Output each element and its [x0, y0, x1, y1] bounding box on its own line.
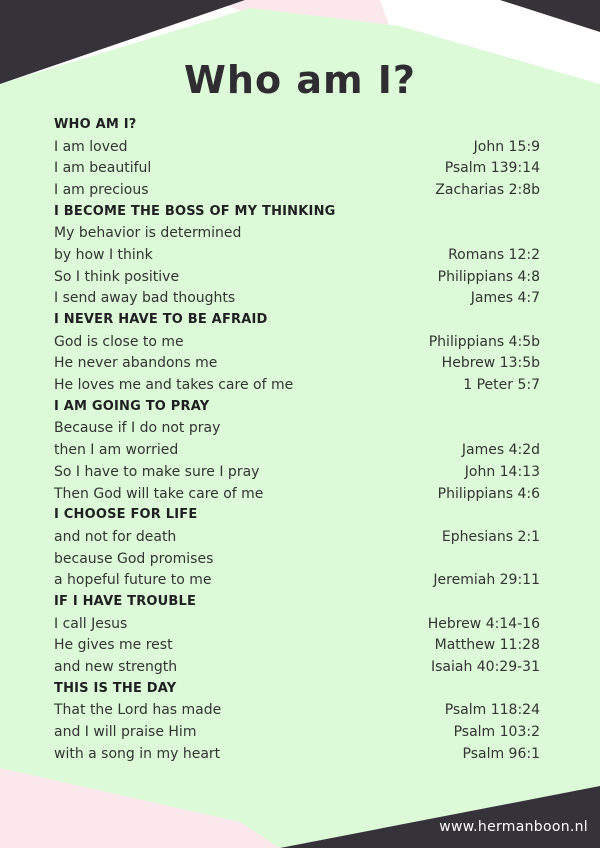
verse-reference: Matthew 11:28	[434, 637, 540, 654]
verse-row	[54, 331, 540, 353]
section-heading: I NEVER HAVE TO BE AFRAID	[54, 312, 268, 328]
verse-row	[54, 179, 540, 201]
section-heading: IF I HAVE TROUBLE	[54, 594, 197, 610]
verse-reference: Hebrew 13:5b	[441, 355, 540, 372]
verse-reference: John 15:9	[473, 138, 540, 155]
verse-text: He loves me and takes care of me	[54, 377, 294, 394]
verse-text: God is close to me	[54, 333, 184, 350]
section-heading: I CHOOSE FOR LIFE	[54, 507, 198, 523]
website-url[interactable]: www.hermanboon.nl	[439, 819, 588, 835]
verse-reference: John 14:13	[464, 463, 540, 480]
verse-row	[54, 548, 540, 570]
verse-row	[54, 613, 540, 635]
verse-text: He gives me rest	[54, 637, 173, 654]
verse-reference: James 4:7	[470, 290, 540, 307]
verse-text: He never abandons me	[54, 355, 218, 372]
verse-row	[54, 635, 540, 657]
verse-text: I am beautiful	[54, 160, 152, 177]
verse-row	[54, 222, 540, 244]
verse-reference: James 4:2d	[461, 442, 540, 459]
verse-row	[54, 569, 540, 591]
verse-reference: 1 Peter 5:7	[463, 377, 540, 394]
verse-reference: Zacharias 2:8b	[435, 181, 540, 198]
verse-reference: Philippians 4:8	[437, 268, 540, 285]
verse-text: because God promises	[54, 550, 214, 567]
verse-text: So I have to make sure I pray	[54, 463, 260, 480]
verse-text: Then God will take care of me	[54, 485, 264, 502]
verse-row	[54, 439, 540, 461]
verse-reference: Psalm 139:14	[444, 160, 540, 177]
verse-text: So I think positive	[54, 268, 180, 285]
verse-reference: Psalm 118:24	[444, 702, 540, 719]
verse-reference: Psalm 103:2	[453, 724, 540, 741]
verse-text: I send away bad thoughts	[54, 290, 236, 307]
verse-row	[54, 721, 540, 743]
section-heading: WHO AM I?	[54, 117, 137, 132]
verse-reference: Hebrew 4:14-16	[427, 615, 540, 632]
verse-row	[54, 136, 540, 158]
verse-text: My behavior is determined	[54, 225, 242, 242]
verse-reference: Jeremiah 29:11	[433, 572, 540, 589]
section-heading: I BECOME THE BOSS OF MY THINKING	[54, 203, 336, 219]
verse-row	[54, 483, 540, 505]
verse-reference: Psalm 96:1	[462, 745, 540, 762]
verse-text: then I am worried	[54, 442, 179, 459]
verse-row	[54, 288, 540, 310]
verse-reference: Ephesians 2:1	[441, 528, 540, 545]
verse-row	[54, 700, 540, 722]
verse-row	[54, 266, 540, 288]
verse-row	[54, 418, 540, 440]
verse-text: and I will praise Him	[54, 724, 197, 741]
verse-row	[54, 461, 540, 483]
verse-reference: Philippians 4:6	[437, 485, 540, 502]
verse-text: Because if I do not pray	[54, 420, 221, 437]
verse-row	[54, 656, 540, 678]
verse-row	[54, 526, 540, 548]
poem-list	[54, 114, 540, 765]
verse-reference: Philippians 4:5b	[428, 333, 540, 350]
verse-text: I call Jesus	[54, 615, 128, 632]
verse-reference: Romans 12:2	[448, 246, 540, 263]
verse-row	[54, 374, 540, 396]
verse-text: I am precious	[54, 181, 149, 198]
page-title: Who am I?	[184, 58, 416, 102]
verse-text: by how I think	[54, 246, 153, 263]
verse-row	[54, 157, 540, 179]
verse-text: a hopeful future to me	[54, 572, 212, 589]
verse-row	[54, 743, 540, 765]
section-heading: THIS IS THE DAY	[54, 680, 177, 696]
verse-text: That the Lord has made	[54, 702, 222, 719]
verse-row	[54, 244, 540, 266]
verse-text: with a song in my heart	[54, 745, 221, 762]
verse-text: I am loved	[54, 138, 128, 155]
section-heading: I AM GOING TO PRAY	[54, 398, 210, 414]
verse-row	[54, 353, 540, 375]
verse-text: and not for death	[54, 528, 177, 545]
verse-reference: Isaiah 40:29-31	[430, 659, 540, 676]
verse-text: and new strength	[54, 659, 178, 676]
